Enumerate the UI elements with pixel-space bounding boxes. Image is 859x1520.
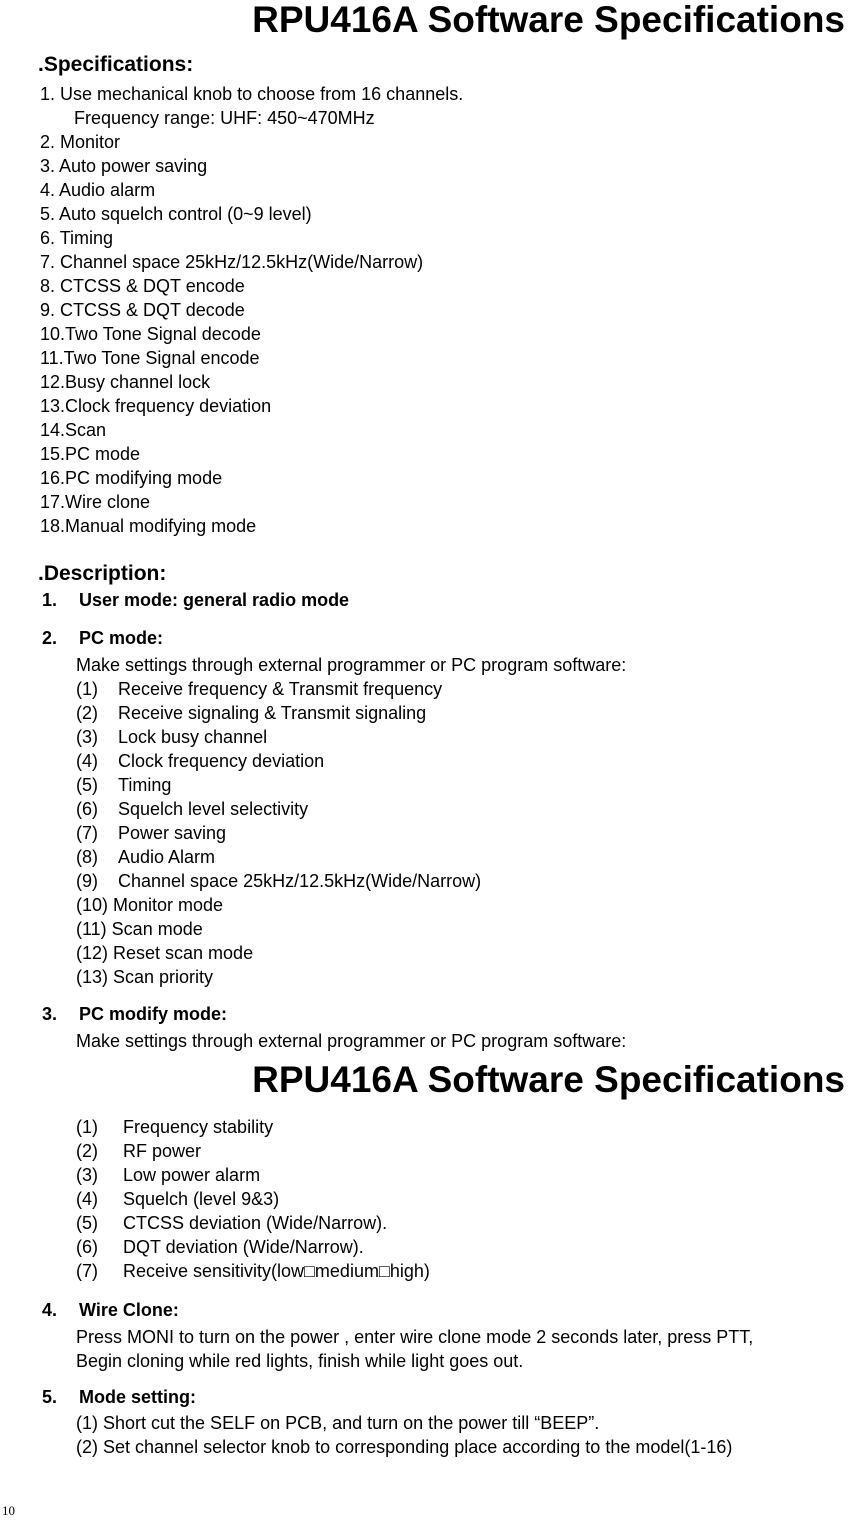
setting-text: Lock busy channel bbox=[118, 727, 268, 747]
setting-number: (2) bbox=[76, 703, 98, 723]
spec-item: 15.PC mode bbox=[40, 444, 141, 464]
setting-text: (13) Scan priority bbox=[76, 967, 214, 987]
setting-item bbox=[76, 773, 481, 797]
setting-text: DQT deviation (Wide/Narrow). bbox=[123, 1237, 364, 1257]
setting-text: Receive sensitivity(low□medium□high) bbox=[123, 1261, 430, 1281]
pc-mode-settings-list bbox=[76, 677, 481, 989]
spec-item: 2. Monitor bbox=[40, 132, 121, 152]
pc-mode-intro: Make settings through external programmer or PC program software: bbox=[76, 655, 627, 675]
spec-item: 14.Scan bbox=[40, 420, 107, 440]
spec-item: 8. CTCSS & DQT encode bbox=[40, 276, 245, 296]
setting-number: (8) bbox=[76, 847, 98, 867]
setting-number: (5) bbox=[76, 1213, 98, 1233]
setting-number: (9) bbox=[76, 871, 98, 891]
setting-text: Receive frequency & Transmit frequency bbox=[118, 679, 443, 699]
setting-item bbox=[76, 1163, 430, 1187]
pc-modify-mode-intro: Make settings through external programmer or PC program software: bbox=[76, 1031, 627, 1051]
setting-number: (1) bbox=[76, 679, 98, 699]
setting-item bbox=[76, 1139, 430, 1163]
wire-clone-heading bbox=[42, 1298, 179, 1322]
mode-setting-heading bbox=[42, 1385, 196, 1409]
setting-item bbox=[76, 821, 481, 845]
setting-number: (4) bbox=[76, 751, 98, 771]
setting-number: (3) bbox=[76, 1165, 98, 1185]
setting-text: Frequency stability bbox=[123, 1117, 274, 1137]
item-title: Mode setting: bbox=[79, 1387, 196, 1407]
item-title: User mode: general radio mode bbox=[79, 590, 350, 610]
wire-clone-line: Begin cloning while red lights, finish while light goes out. bbox=[76, 1351, 524, 1371]
setting-item bbox=[76, 869, 481, 893]
spec-item: 4. Audio alarm bbox=[40, 180, 156, 200]
pc-mode-heading bbox=[42, 626, 163, 650]
item-number: 2. bbox=[42, 628, 58, 648]
setting-number: (2) bbox=[76, 1141, 98, 1161]
spec-item: 12.Busy channel lock bbox=[40, 372, 211, 392]
spec-item: 5. Auto squelch control (0~9 level) bbox=[40, 204, 312, 224]
setting-item bbox=[76, 797, 481, 821]
spec-item: 9. CTCSS & DQT decode bbox=[40, 300, 245, 320]
setting-item bbox=[76, 1115, 430, 1139]
setting-number: (6) bbox=[76, 1237, 98, 1257]
item-number: 4. bbox=[42, 1300, 58, 1320]
setting-item bbox=[76, 749, 481, 773]
setting-number: (6) bbox=[76, 799, 98, 819]
setting-number: (1) bbox=[76, 1117, 98, 1137]
spec-item: 7. Channel space 25kHz/12.5kHz(Wide/Narrow) bbox=[40, 252, 424, 272]
setting-text: CTCSS deviation (Wide/Narrow). bbox=[123, 1213, 388, 1233]
spec-item: 13.Clock frequency deviation bbox=[40, 396, 272, 416]
item-number: 3. bbox=[42, 1004, 58, 1024]
setting-number: (3) bbox=[76, 727, 98, 747]
spec-item: 1. Use mechanical knob to choose from 16 channels. bbox=[40, 84, 464, 104]
spec-item: 10.Two Tone Signal decode bbox=[40, 324, 261, 344]
specifications-heading: .Specifications: bbox=[38, 53, 194, 76]
spec-item: 11.Two Tone Signal encode bbox=[40, 348, 260, 368]
setting-text: Power saving bbox=[118, 823, 227, 843]
setting-text: Timing bbox=[118, 775, 172, 795]
setting-text: Audio Alarm bbox=[118, 847, 216, 867]
setting-item bbox=[76, 1211, 430, 1235]
mode-setting-line: (1) Short cut the SELF on PCB, and turn on the power till “BEEP”. bbox=[76, 1413, 600, 1433]
setting-item bbox=[76, 893, 481, 917]
setting-item bbox=[76, 1187, 430, 1211]
setting-number: (5) bbox=[76, 775, 98, 795]
user-mode-heading bbox=[42, 588, 349, 612]
setting-text: Receive signaling & Transmit signaling bbox=[118, 703, 427, 723]
page-title: RPU416A Software Specifications bbox=[252, 0, 845, 40]
setting-number: (7) bbox=[76, 823, 98, 843]
item-number: 1. bbox=[42, 590, 58, 610]
setting-item bbox=[76, 965, 481, 989]
setting-text: RF power bbox=[123, 1141, 202, 1161]
setting-item bbox=[76, 917, 481, 941]
setting-text: Channel space 25kHz/12.5kHz(Wide/Narrow) bbox=[118, 871, 482, 891]
setting-item bbox=[76, 701, 481, 725]
spec-item: 3. Auto power saving bbox=[40, 156, 208, 176]
setting-text: (12) Reset scan mode bbox=[76, 943, 254, 963]
pc-modify-mode-heading bbox=[42, 1002, 227, 1026]
setting-item bbox=[76, 1235, 430, 1259]
setting-item bbox=[76, 725, 481, 749]
spec-item: 6. Timing bbox=[40, 228, 114, 248]
spec-item: 16.PC modifying mode bbox=[40, 468, 223, 488]
setting-text: Low power alarm bbox=[123, 1165, 261, 1185]
pc-modify-settings-list bbox=[76, 1115, 430, 1283]
item-title: PC modify mode: bbox=[79, 1004, 228, 1024]
spec-item: 18.Manual modifying mode bbox=[40, 516, 257, 536]
spec-item: 17.Wire clone bbox=[40, 492, 151, 512]
setting-item bbox=[76, 845, 481, 869]
wire-clone-line: Press MONI to turn on the power , enter wire clone mode 2 seconds later, press PTT, bbox=[76, 1327, 754, 1347]
setting-item bbox=[76, 941, 481, 965]
setting-text: Squelch level selectivity bbox=[118, 799, 309, 819]
mode-setting-line: (2) Set channel selector knob to corresponding place according to the model(1-16) bbox=[76, 1437, 733, 1457]
specifications-list bbox=[40, 82, 463, 538]
setting-text: Squelch (level 9&3) bbox=[123, 1189, 280, 1209]
spec-item: Frequency range: UHF: 450~470MHz bbox=[74, 108, 375, 128]
repeated-page-title: RPU416A Software Specifications bbox=[252, 1059, 845, 1100]
page-number: 10 bbox=[2, 1503, 15, 1518]
setting-item bbox=[76, 1259, 430, 1283]
item-title: PC mode: bbox=[79, 628, 164, 648]
setting-text: Clock frequency deviation bbox=[118, 751, 325, 771]
setting-text: (10) Monitor mode bbox=[76, 895, 224, 915]
setting-number: (4) bbox=[76, 1189, 98, 1209]
setting-text: (11) Scan mode bbox=[76, 919, 203, 939]
description-heading: .Description: bbox=[38, 562, 167, 585]
item-number: 5. bbox=[42, 1387, 58, 1407]
item-title: Wire Clone: bbox=[79, 1300, 179, 1320]
setting-item bbox=[76, 677, 481, 701]
setting-number: (7) bbox=[76, 1261, 98, 1281]
